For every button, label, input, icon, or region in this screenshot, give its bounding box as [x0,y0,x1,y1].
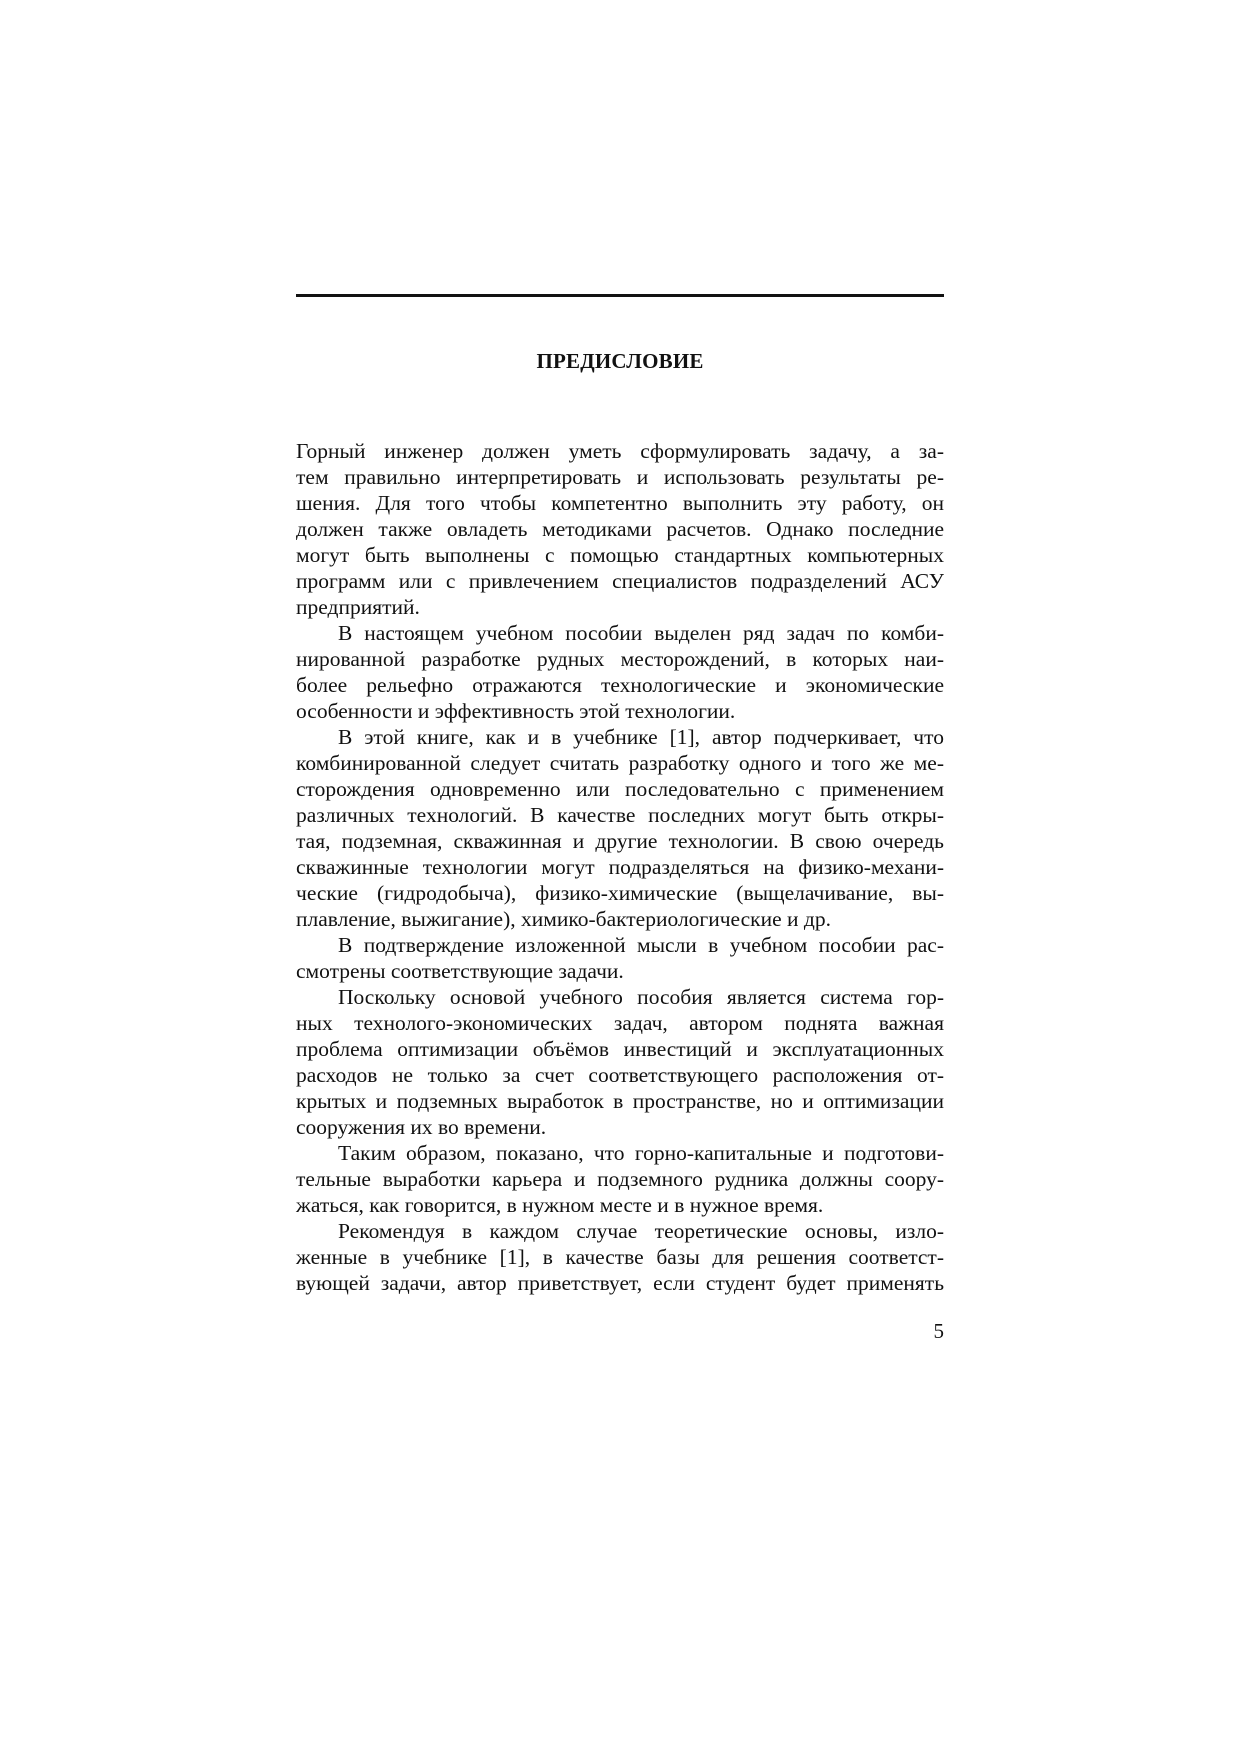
text-line: проблема оптимизации объёмов инвестиций и эксплуатационных [296,1037,944,1061]
text-line: В подтверждение изложенной мысли в учебном пособии рас- [338,933,944,957]
text-line: комбинированной следует считать разработку одного и того же ме- [296,751,944,775]
text-line: могут быть выполнены с помощью стандартных компьютерных [296,543,944,567]
text-line: программ или с привлечением специалистов подразделений АСУ [296,569,944,593]
text-line: особенности и эффективность этой технологии. [296,699,736,723]
text-line: Таким образом, показано, что горно-капитальные и подготови- [338,1141,944,1165]
text-line: скважинные технологии могут подразделяться на физико-механи- [296,855,944,879]
text-line: тельные выработки карьера и подземного рудника должны соору- [296,1167,944,1191]
text-line: В настоящем учебном пособии выделен ряд задач по комби- [338,621,944,645]
text-line: плавление, выжигание), химико-бактериологические и др. [296,907,831,931]
text-line: ных технолого-экономических задач, автором поднята важная [296,1011,944,1035]
text-line: ческие (гидродобыча), физико-химические (выщелачивание, вы- [296,881,944,905]
text-line: предприятий. [296,595,420,619]
text-line: сторождения одновременно или последовательно с применением [296,777,944,801]
text-line: вующей задачи, автор приветствует, если студент будет применять [296,1271,944,1295]
header-rule [296,294,944,297]
text-line: женные в учебнике [1], в качестве базы для решения соответст- [296,1245,944,1269]
page-heading: ПРЕДИСЛОВИЕ [536,349,704,373]
text-line: Рекомендуя в каждом случае теоретические основы, изло- [338,1219,944,1243]
text-line: нированной разработке рудных месторождений, в которых наи- [296,647,944,671]
text-line: Горный инженер должен уметь сформулировать задачу, а за- [296,439,944,463]
text-line: должен также овладеть методиками расчетов. Однако последние [296,517,944,541]
text-line: шения. Для того чтобы компетентно выполнить эту работу, он [296,491,944,515]
text-line: В этой книге, как и в учебнике [1], автор подчеркивает, что [338,725,944,749]
text-line: расходов не только за счет соответствующего расположения от- [296,1063,944,1087]
text-line: тем правильно интерпретировать и использовать результаты ре- [296,465,944,489]
text-line: тая, подземная, скважинная и другие технологии. В свою очередь [296,829,944,853]
text-line: Поскольку основой учебного пособия является система гор- [338,985,944,1009]
text-line: более рельефно отражаются технологические и экономические [296,673,944,697]
text-line: различных технологий. В качестве последних могут быть откры- [296,803,944,827]
text-line: крытых и подземных выработок в пространстве, но и оптимизации [296,1089,944,1113]
text-line: смотрены соответствующие задачи. [296,959,624,983]
text-line: жаться, как говорится, в нужном месте и в нужное время. [296,1193,824,1217]
text-line: сооружения их во времени. [296,1115,547,1139]
page-number: 5 [933,1319,944,1343]
